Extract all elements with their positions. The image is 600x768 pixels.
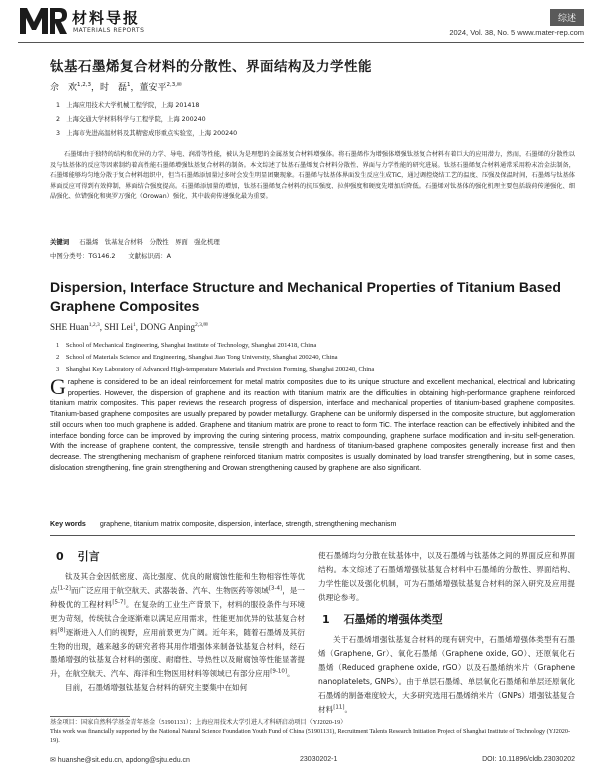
- author-en-3-aff: 2,3,✉: [195, 322, 208, 328]
- author-en-1-aff: 1,2,3: [88, 322, 100, 328]
- citation[interactable]: [1-2]: [57, 585, 71, 592]
- author-cn-3-aff: 2,3,✉: [166, 82, 182, 88]
- affiliation-cn: 2 上海交通大学材料科学与工程学院，上海 200240: [56, 116, 206, 123]
- abstract-cn: 石墨烯由于独特的结构和优异的力学、导电、润滑等性能，被认为是理想的金属基复合材料增强体。将石墨烯作为增强体增强钛基复合材料有着巨大的应用潜力，然而，石墨烯的分散性以及与钛基体的反应等因素制约着高性能石墨烯增强钛基复合材料的制备。本文综述了钛基石墨烯复合材料分散性、界面与力学性能的研究进展。钛基石墨烯复合材料通常采用粉末冶金法制备，石墨烯能够均匀地分散于复合材料组织中，但当石墨烯添加量过多时会发生明显团聚现象。石墨烯与钛基体界面发生反应生成TiC，通过调控烧结工艺的温度、压强及保温时间，石墨烯与钛基体界面反应可得到有效抑制，界面结合强度提高。石墨烯添加量的增加，钛基石墨烯复合材料的抗压强度、拉伸强度和硬度先增加后降低。石墨烯对钛基体的强化机理主要包括载荷传递强化、细晶强化、位错强化和奥罗万强化（Orowan）强化，其中载荷传递强化最为重要。: [50, 151, 575, 201]
- section-number: 0: [56, 550, 64, 563]
- keywords-cn-values: 石墨烯 钛基复合材料 分散性 界面 强化机理: [79, 238, 220, 246]
- affiliation-cn: 3 上海市先进高温材料及其精密成形重点实验室，上海 200240: [56, 130, 238, 137]
- keywords-en-values: graphene, titanium matrix composite, dispersion, interface, strength, strengthening mechanism: [99, 520, 397, 528]
- section-title: 石墨烯的增强体类型: [343, 613, 443, 626]
- funding-en: This work was financially supported by the National Natural Science Foundation Youth Fund of China (51901131), Recruitment Talents Research Initiation Project of Shanghai Institute of Technology (YJ2020-19).: [50, 727, 571, 744]
- text: 。在复杂的工业生产背景下，材料的服役条件与环境更为苛刻，传统钛合金逐渐难以满足应用需求，性能更加优异的钛基复合材料: [50, 599, 306, 637]
- paragraph: 使石墨烯均匀分散在钛基体中，以及石墨烯与钛基体之间的界面反应和界面结构。本文综述了石墨烯增强钛基复合材料中石墨烯的分散性、界面结构、力学性能以及强化机制，可为石墨烯增强钛基复合材料的深入研究及应用提供理论参考。: [318, 551, 575, 602]
- author-cn-2-aff: 1: [127, 82, 131, 88]
- doi-link[interactable]: DOI: 10.11896/cldb.23030202: [482, 756, 575, 763]
- citation[interactable]: [9-10]: [270, 668, 287, 675]
- abstract-dropcap: G: [50, 374, 66, 399]
- column-right-bottom: [318, 633, 575, 716]
- abstract-en-text: raphene is considered to be an ideal reinforcement for metal matrix composites due to its unique structure and excellent mechanical, electrical and lubricating properties. However, the dispersion of graphene and its reaction with titanium matrix are the difficulties in obtaining high-performance graphene reinforced titanium matrix composites. This paper reviews the research progress of dispersion, interface and mechanical properties of titanium-based graphene composites. Titanium-based graphene composites are usually prepared by powder metallurgy. Graphene can be uniformly dispersed in the composite structure, but agglomeration still occurs when too much graphene is added. Graphene and titanium matrix are prone to react to form TiC. The interface reaction can be effectively inhibited and the interface bonding force can be improved by improving the curing sintering process, matrix compounding, graphene surface modification and in-situ self-generation. With the increase of graphene content, the compressive, tensile strength and hardness of titanium-based graphene composites generally increase first and then decrease. The strengthening mechanism of graphene reinforced titanium matrix composites is usually dominated by load transfer strengthening, but in some cases, dislocation strengthening, fine grain strengthening and Orowan strengthening caused by graphene are also significant.: [50, 378, 575, 472]
- paragraph: [50, 570, 305, 681]
- affiliation-cn: 1 上海应用技术大学机械工程学院，上海 201418: [56, 102, 200, 109]
- keywords-en-label: Key words: [50, 520, 86, 528]
- section-badge: 综述: [550, 9, 584, 26]
- text: 。: [287, 669, 295, 679]
- authors-en: [50, 322, 208, 332]
- abstract-divider: [50, 535, 575, 536]
- author-cn-3: ，董安平: [130, 83, 167, 93]
- affiliation-en: 1 School of Mechanical Engineering, Shanghai Institute of Technology, Shanghai 201418, China: [56, 342, 317, 349]
- paragraph: [318, 633, 575, 716]
- paragraph: 目前，石墨烯增强钛基复合材料的研究主要集中在如何: [65, 683, 248, 693]
- title-en: Dispersion, Interface Structure and Mechanical Properties of Titanium Based Graphene Composites: [50, 279, 561, 314]
- keywords-cn-label: 关键词: [50, 238, 70, 246]
- text: 关于石墨烯增强钛基复合材料的现有研究中，石墨烯增强体类型有石墨烯（Graphene, Gr）、氧化石墨烯（Graphene oxide, GO）、还原氧化石墨烯（Reduced graphene oxide, rGO）以及石墨烯纳米片（Graphene nanoplatelets, GNPs）。由于单层石墨烯、单层氧化石墨烯和单层还原氧化石墨烯的制备难度较大，大多研究选用石墨烯纳米片（GNPs）增强钛基复合材料: [318, 635, 575, 714]
- text: 而广泛应用于航空航天、武器装备、汽车、生物医药等领域: [70, 585, 269, 595]
- section-heading-1: [322, 611, 443, 627]
- text: 逐渐进入人们的视野，应用前景更为广阔。近年来，随着石墨烯及其衍生物的出现，越来越多的研究者将其用作增强体来制备钛基复合材料，经石墨烯增强的钛基复合材料的强度、耐磨性、导热性以及耐腐蚀等性能显著提升，在航空航天、汽车、海洋和生物医用材料等领域已有部分应用: [50, 627, 306, 679]
- classification-cn: 中图分类号：TG146.2 文献标识码：A: [50, 252, 171, 260]
- author-cn-1: 佘 欢: [50, 83, 78, 93]
- page-code: 23030202-1: [300, 756, 338, 763]
- issue-line: 2024, Vol. 38, No. 5 www.mater-rep.com: [449, 28, 584, 37]
- footnote-divider: [50, 716, 130, 717]
- author-en-3: , DONG Anping: [135, 322, 196, 332]
- author-en-2: , SHI Lei: [99, 322, 133, 332]
- keywords-cn: [50, 237, 220, 246]
- column-right-top: [318, 549, 575, 605]
- text: ，是一种极优的工程材料: [50, 585, 306, 609]
- section-title: 引言: [77, 550, 100, 563]
- funding-footnote: [50, 719, 575, 745]
- header-divider: [18, 42, 584, 43]
- author-cn-2: ，时 磊: [91, 83, 128, 93]
- affiliation-en: 2 School of Materials Science and Engineering, Shanghai Jiao Tong University, Shanghai 200240, China: [56, 354, 338, 361]
- citation[interactable]: [8]: [57, 627, 66, 634]
- authors-cn: [50, 80, 182, 93]
- citation[interactable]: [11]: [333, 704, 345, 710]
- journal-name-en: MATERIALS REPORTS: [73, 27, 145, 34]
- abstract-en: [50, 374, 575, 473]
- funding-cn: 基金项目：国家自然科学基金青年基金（51901131）；上海应用技术大学引进人才科研启动项目（YJ2020-19）: [50, 719, 347, 726]
- citation[interactable]: [3-4]: [268, 585, 283, 592]
- author-en-2-aff: 1: [133, 322, 136, 328]
- section-heading-intro: [56, 548, 100, 564]
- section-number: 1: [322, 613, 330, 626]
- journal-name-cn: 材料导报: [72, 9, 141, 27]
- author-en-1: SHE Huan: [50, 322, 89, 332]
- column-left: [50, 570, 305, 695]
- title-cn: 钛基石墨烯复合材料的分散性、界面结构及力学性能: [50, 59, 372, 75]
- affiliation-en: 3 Shanghai Key Laboratory of Advanced High-temperature Materials and Precision Forming, Shanghai 200240, China: [56, 366, 375, 373]
- citation[interactable]: [5-7]: [112, 599, 126, 606]
- journal-logo: [18, 6, 68, 36]
- corresponding-email[interactable]: ✉ huanshe@sit.edu.cn, apdong@sjtu.edu.cn: [50, 757, 190, 764]
- author-cn-1-aff: 1,2,3: [77, 82, 92, 88]
- text: 钛及其合金因低密度、高比强度、优良的耐腐蚀性能和生物相容性等优点: [50, 572, 305, 595]
- keywords-en: [50, 520, 575, 528]
- text: 。: [344, 704, 353, 714]
